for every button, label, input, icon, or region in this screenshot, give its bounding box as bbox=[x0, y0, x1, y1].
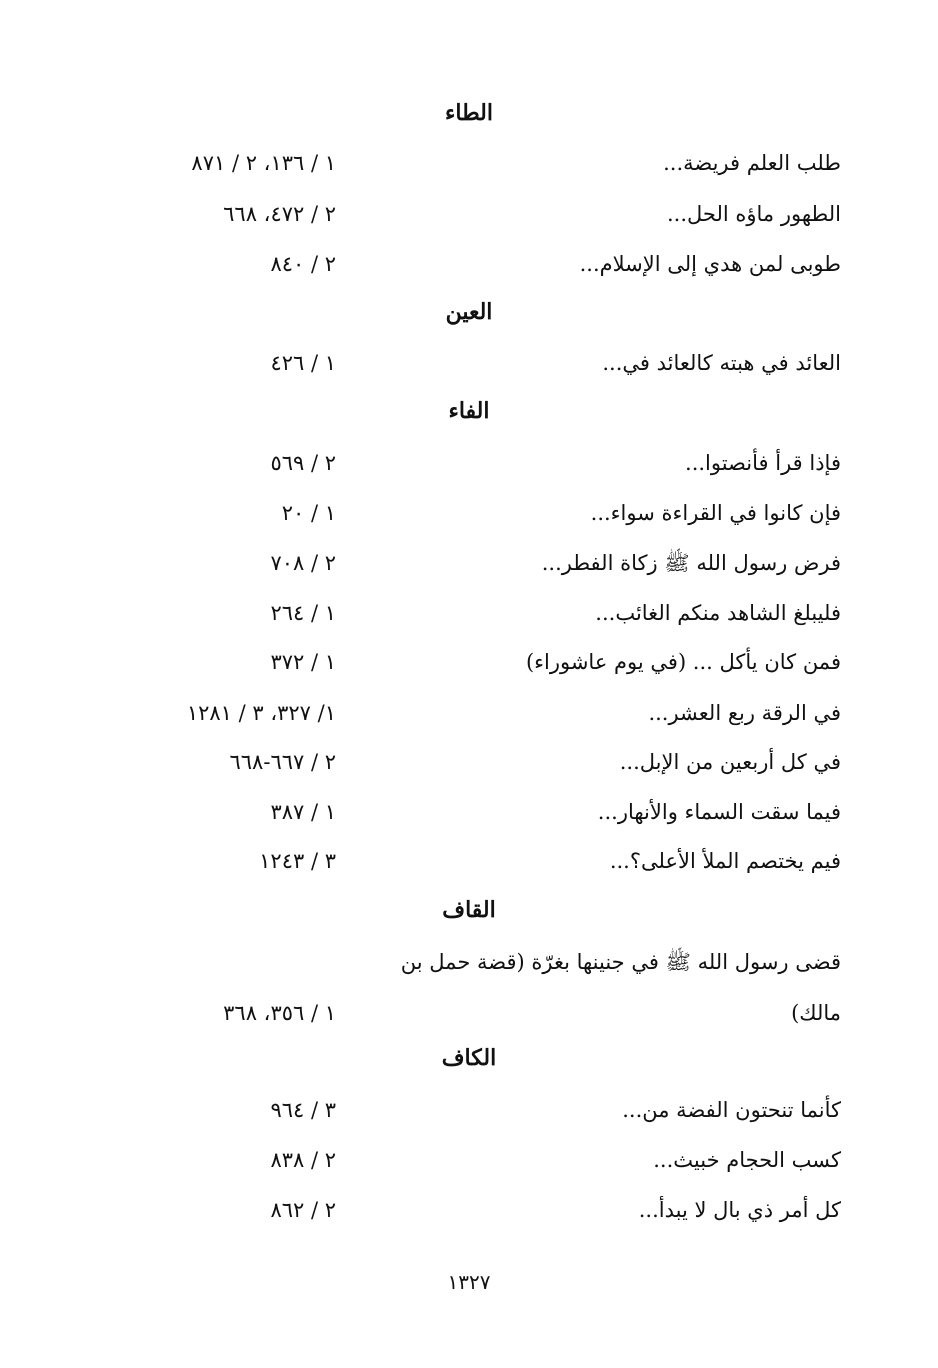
index-entry bbox=[0, 197, 938, 233]
hadith-text: في كل أربعين من الإبل... bbox=[619, 750, 841, 774]
volume-page-ref: ٢ / ٨٦٢ bbox=[270, 1198, 336, 1222]
hadith-text-line-2: مالك) bbox=[791, 1001, 841, 1025]
volume-page-ref: ٢ / ٨٤٠ bbox=[270, 252, 336, 276]
volume-page-ref: ١ / ١٣٦، ٢ / ٨٧١ bbox=[191, 151, 336, 175]
index-entry bbox=[0, 745, 938, 781]
index-entry bbox=[0, 546, 938, 582]
hadith-text: فيم يختصم الملأ الأعلى؟... bbox=[609, 849, 841, 873]
volume-page-ref: ١/ ٣٢٧، ٣ / ١٢٨١ bbox=[186, 701, 336, 725]
index-entry bbox=[0, 645, 938, 681]
page-number: ١٣٢٧ bbox=[447, 1270, 491, 1294]
hadith-text: كل أمر ذي بال لا يبدأ... bbox=[638, 1198, 841, 1222]
index-entry bbox=[0, 1143, 938, 1179]
index-entry bbox=[0, 696, 938, 732]
hadith-text: طلب العلم فريضة... bbox=[663, 151, 841, 175]
index-entry bbox=[0, 1193, 938, 1229]
volume-page-ref: ١ / ٢٦٤ bbox=[270, 601, 336, 625]
volume-page-ref: ٢ / ٦٦٧-٦٦٨ bbox=[229, 750, 336, 774]
hadith-text: كأنما تنحتون الفضة من... bbox=[622, 1098, 841, 1122]
volume-page-ref: ١ / ٣٥٦، ٣٦٨ bbox=[223, 1001, 336, 1025]
section-heading-ain: العين bbox=[445, 299, 493, 325]
index-entry bbox=[0, 996, 938, 1032]
volume-page-ref: ١ / ٢٠ bbox=[281, 501, 336, 525]
hadith-text: كسب الحجام خبيث... bbox=[653, 1148, 841, 1172]
volume-page-ref: ٢ / ٧٠٨ bbox=[270, 551, 336, 575]
index-entry bbox=[0, 247, 938, 283]
index-entry bbox=[0, 146, 938, 182]
hadith-text: طوبى لمن هدي إلى الإسلام... bbox=[579, 252, 841, 276]
index-entry bbox=[0, 596, 938, 632]
volume-page-ref: ١ / ٣٨٧ bbox=[270, 800, 336, 824]
volume-page-ref: ٢ / ٥٦٩ bbox=[270, 451, 336, 475]
index-entry bbox=[0, 496, 938, 532]
hadith-text: فيما سقت السماء والأنهار... bbox=[597, 800, 841, 824]
hadith-text: العائد في هبته كالعائد في... bbox=[602, 351, 841, 375]
volume-page-ref: ٣ / ٩٦٤ bbox=[270, 1098, 336, 1122]
section-heading-faa: الفاء bbox=[448, 398, 490, 424]
section-heading-kaf: الكاف bbox=[441, 1045, 497, 1071]
volume-page-ref: ٣ / ١٢٤٣ bbox=[259, 849, 336, 873]
volume-page-ref: ٢ / ٨٣٨ bbox=[270, 1148, 336, 1172]
index-entry bbox=[0, 844, 938, 880]
volume-page-ref: ١ / ٤٢٦ bbox=[270, 351, 336, 375]
section-heading-qaf: القاف bbox=[442, 897, 496, 923]
volume-page-ref: ١ / ٣٧٢ bbox=[270, 650, 336, 674]
hadith-text: فمن كان يأكل ... (في يوم عاشوراء) bbox=[525, 650, 841, 674]
hadith-text-line-1: قضى رسول الله ﷺ في جنينها بغرّة (قضة حمل بن bbox=[400, 950, 841, 974]
hadith-text: فليبلغ الشاهد منكم الغائب... bbox=[595, 601, 841, 625]
index-entry bbox=[0, 795, 938, 831]
hadith-text: فإذا قرأ فأنصتوا... bbox=[685, 451, 841, 475]
hadith-text: في الرقة ربع العشر... bbox=[648, 701, 841, 725]
index-entry bbox=[0, 1093, 938, 1129]
hadith-text: فإن كانوا في القراءة سواء... bbox=[590, 501, 841, 525]
hadith-text: فرض رسول الله ﷺ زكاة الفطر... bbox=[541, 551, 841, 575]
index-entry bbox=[0, 346, 938, 382]
index-entry bbox=[0, 446, 938, 482]
hadith-text: الطهور ماؤه الحل... bbox=[667, 202, 841, 226]
section-heading-taa: الطاء bbox=[445, 100, 493, 126]
volume-page-ref: ٢ / ٤٧٢، ٦٦٨ bbox=[223, 202, 336, 226]
